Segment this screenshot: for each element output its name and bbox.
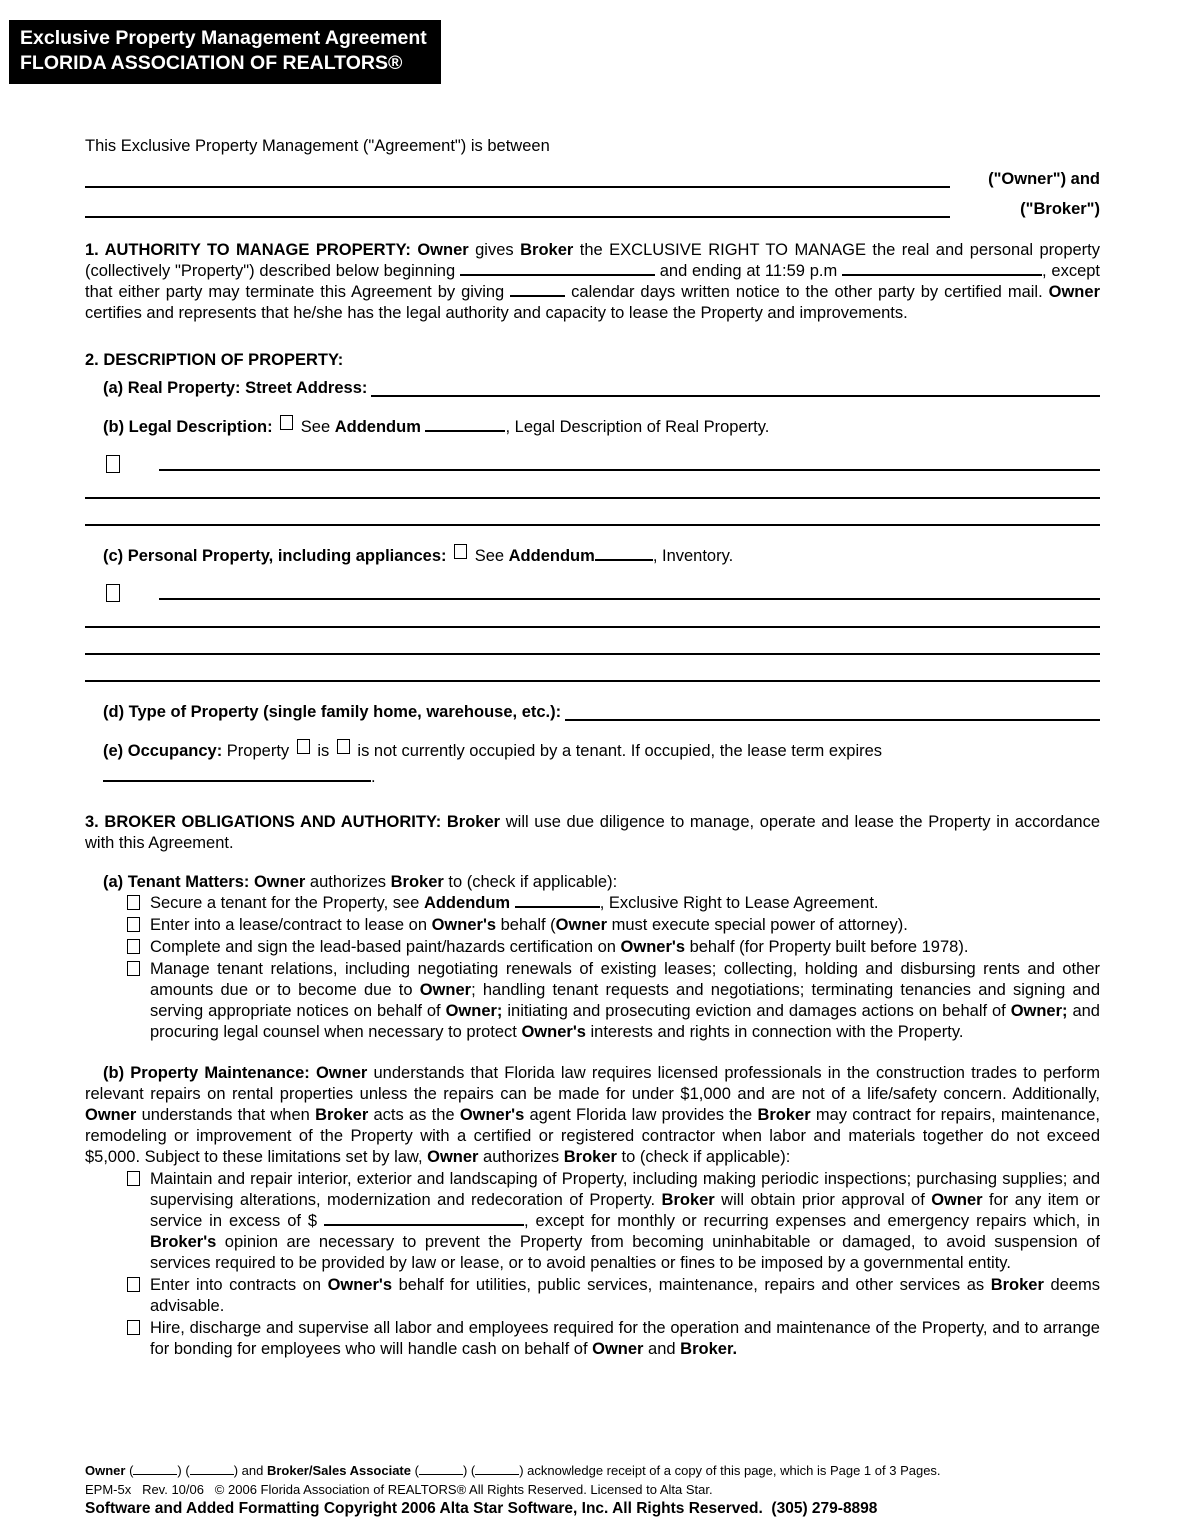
- text-run: and procuring legal counsel when necessary to protect: [150, 1001, 1100, 1041]
- text-run: Broker: [563, 1147, 617, 1166]
- personal-property-blank-row: [103, 579, 1100, 602]
- checkbox[interactable]: [127, 961, 140, 976]
- form-title-banner: [9, 20, 441, 84]
- real-property-address-line: [103, 376, 1100, 399]
- text-run: Owner;: [1010, 1001, 1068, 1020]
- text-run: Secure a tenant for the Property, see: [150, 893, 424, 912]
- checkbox[interactable]: [297, 739, 310, 754]
- text-run: Owner: [85, 1463, 126, 1478]
- text-run: ("Owner") and: [988, 169, 1100, 188]
- text-run: Owner;: [445, 1001, 503, 1020]
- personal-property-line: [103, 544, 1100, 567]
- occupancy-line: [103, 739, 1100, 762]
- checkbox[interactable]: [127, 895, 140, 910]
- blank-field[interactable]: [85, 214, 950, 218]
- text-run: behalf (: [496, 915, 556, 934]
- blank-field[interactable]: [103, 777, 371, 782]
- checkbox[interactable]: [127, 939, 140, 954]
- section-3-broker-obligations: [85, 812, 1100, 854]
- text-run: ) acknowledge receipt of a copy of this page, which is Page 1 of 3 Pages.: [519, 1463, 941, 1478]
- text-run: , Legal Description of Real Property.: [505, 417, 770, 436]
- legal-description-blank-row: [103, 450, 1100, 473]
- tenant-checkbox-manage-relations: [85, 959, 1100, 1043]
- blank-field[interactable]: [515, 903, 600, 908]
- text-run: ) (: [462, 1463, 476, 1478]
- text-run: , Exclusive Right to Lease Agreement.: [599, 893, 879, 912]
- text-run: ("Broker"): [1020, 199, 1100, 218]
- text-run: Owner: [315, 1063, 368, 1082]
- text-run: Addendum: [508, 546, 595, 565]
- blank-field[interactable]: [159, 467, 1100, 471]
- blank-field[interactable]: [565, 717, 1100, 721]
- text-run: Owner's: [521, 1022, 586, 1041]
- footer-form-id: [85, 1481, 1095, 1498]
- checkbox[interactable]: [280, 415, 293, 430]
- text-run: ; handling tenant requests and negotiations; terminating tenancies and signing and serving appropriate notices on behalf of: [150, 980, 1100, 1020]
- text-run: (a) Real Property: Street Address:: [103, 378, 368, 397]
- text-run: and ending at 11:59 p.m: [654, 261, 843, 280]
- text-run: See: [296, 417, 335, 436]
- text-run: (d) Type of Property (single family home, warehouse, etc.):: [103, 702, 562, 721]
- blank-field[interactable]: [419, 1472, 463, 1475]
- text-run: must execute special power of attorney).: [607, 915, 908, 934]
- text-run: behalf for utilities, public services, maintenance, repairs and other services as: [392, 1275, 991, 1294]
- property-maintenance-para: [85, 1063, 1100, 1168]
- text-run: Complete and sign the lead-based paint/hazards certification on: [150, 937, 621, 956]
- footer-acknowledgement: [85, 1462, 1095, 1479]
- checkbox[interactable]: [337, 739, 350, 754]
- text-run: (: [125, 1463, 134, 1478]
- text-run: Owner: [85, 1105, 137, 1124]
- text-run: , Inventory.: [652, 546, 734, 565]
- text-run: interests and rights in connection with the Property.: [585, 1022, 964, 1041]
- text-run: Broker: [520, 240, 574, 259]
- form-association-name: FLORIDA ASSOCIATION OF REALTORS®: [20, 52, 403, 75]
- text-run: will obtain prior approval of: [714, 1190, 932, 1209]
- text-run: (a) Tenant Matters:: [103, 872, 254, 891]
- text-run: to (check if applicable):: [443, 872, 618, 891]
- owner-name-line: [85, 167, 1100, 190]
- text-run: and: [643, 1339, 681, 1358]
- blank-field[interactable]: [842, 271, 1042, 276]
- text-run: is not currently occupied by a tenant. If occupied, the lease term expires: [352, 741, 883, 760]
- text-run: certifies and represents that he/she has the legal authority and capacity to lease the Property and improvements.: [85, 303, 908, 322]
- text-run: Broker: [315, 1105, 369, 1124]
- text-run: Owner: [555, 915, 608, 934]
- text-run: Broker/Sales Associate: [266, 1463, 411, 1478]
- broker-name-line: [85, 197, 1100, 220]
- tenant-checkbox-enter-lease: [85, 915, 1100, 936]
- text-run: acts as the: [368, 1105, 460, 1124]
- text-run: EPM-5x Rev. 10/06 © 2006 Florida Association of REALTORS® All Rights Reserved. Licensed to Alta Star.: [85, 1482, 713, 1497]
- text-run: Property: [226, 741, 294, 760]
- writing-line[interactable]: [85, 626, 1100, 628]
- section-2-heading: [85, 350, 1100, 371]
- maintenance-checkbox-hire: [85, 1318, 1100, 1360]
- text-run: Owner: [427, 1147, 479, 1166]
- section-1-authority: [85, 240, 1100, 324]
- checkbox[interactable]: [127, 1320, 140, 1335]
- legal-description-line: [103, 415, 1100, 438]
- writing-line[interactable]: [85, 497, 1100, 499]
- text-run: understands that when: [136, 1105, 316, 1124]
- checkbox[interactable]: [454, 544, 467, 559]
- text-run: deems advisable.: [150, 1275, 1100, 1315]
- text-run: Broker: [661, 1190, 715, 1209]
- text-run: Software and Added Formatting Copyright 2006 Alta Star Software, Inc. All Rights Reserved. (305) 279-8898: [85, 1500, 878, 1517]
- text-run: Owner's: [327, 1275, 393, 1294]
- text-run: Enter into contracts on: [150, 1275, 328, 1294]
- text-run: Owner: [931, 1190, 983, 1209]
- blank-field[interactable]: [159, 596, 1100, 600]
- tenant-matters-heading: [103, 872, 1100, 893]
- text-run: (: [411, 1463, 419, 1478]
- text-run: 1. AUTHORITY TO MANAGE PROPERTY:: [85, 240, 418, 259]
- text-run: may contract for repairs, maintenance, remodeling or improvement of the Property with a certified or registered contractor when labor and materials together do not exceed $5,000. Subject to these limitations set by law,: [85, 1105, 1100, 1166]
- footer-copyright: [85, 1499, 1095, 1519]
- text-run: 3. BROKER OBLIGATIONS AND AUTHORITY:: [85, 812, 447, 831]
- text-run: (e) Occupancy:: [103, 741, 227, 760]
- text-run: , except that either party may terminate this Agreement by giving: [85, 261, 1101, 301]
- text-run: ) and: [233, 1463, 267, 1478]
- text-run: Owner: [419, 980, 472, 999]
- text-run: Broker: [990, 1275, 1044, 1294]
- text-run: Owner: [1048, 282, 1100, 301]
- form-footer: [85, 1462, 1095, 1519]
- checkbox[interactable]: [106, 584, 120, 602]
- text-run: Broker: [390, 872, 444, 891]
- text-run: .: [371, 767, 376, 786]
- text-run: Maintain and repair interior, exterior and landscaping of Property, including making periodic inspections; purchasing supplies; and supervising alterations, modernization and redecoration of Property.: [150, 1169, 1100, 1209]
- occupancy-expires-blank: [103, 767, 1100, 788]
- blank-field[interactable]: [510, 292, 565, 297]
- blank-field[interactable]: [371, 393, 1100, 397]
- blank-field[interactable]: [425, 427, 505, 432]
- text-run: Owner's: [620, 937, 685, 956]
- text-run: authorizes: [478, 1147, 564, 1166]
- text-run: See: [470, 546, 509, 565]
- blank-field[interactable]: [133, 1472, 177, 1475]
- text-run: (b) Property Maintenance:: [103, 1063, 316, 1082]
- text-run: Owner's: [459, 1105, 525, 1124]
- text-run: gives: [468, 240, 521, 259]
- text-run: Manage tenant relations, including negotiating renewals of existing leases; collecting, holding and disbursing rents and other amounts due or to become due to: [150, 959, 1100, 999]
- checkbox[interactable]: [127, 1277, 140, 1292]
- text-run: (c) Personal Property, including appliances:: [103, 546, 452, 565]
- maintenance-checkbox-repair: [85, 1169, 1100, 1274]
- text-run: agent Florida law provides the: [524, 1105, 758, 1124]
- text-run: Broker: [446, 812, 501, 831]
- text-run: the EXCLUSIVE RIGHT TO MANAGE the real and personal property (collectively "Property") described below beginning: [85, 240, 1101, 280]
- text-run: 2. DESCRIPTION OF PROPERTY:: [85, 350, 344, 369]
- writing-line[interactable]: [85, 653, 1100, 655]
- text-run: Enter into a lease/contract to lease on: [150, 915, 432, 934]
- text-run: for any item or service in excess of $: [150, 1190, 1100, 1230]
- text-run: Owner's: [431, 915, 497, 934]
- form-title: Exclusive Property Management Agreement: [20, 27, 427, 49]
- blank-field[interactable]: [460, 271, 655, 276]
- text-run: Addendum: [423, 893, 511, 912]
- blank-field[interactable]: [324, 1221, 524, 1226]
- text-run: Owner: [417, 240, 469, 259]
- text-run: ) (: [177, 1463, 190, 1478]
- blank-field[interactable]: [85, 184, 950, 188]
- writing-line[interactable]: [85, 680, 1100, 682]
- text-run: Owner: [592, 1339, 644, 1358]
- form-body: [85, 136, 1100, 1360]
- maintenance-checkbox-contracts: [85, 1275, 1100, 1317]
- text-run: will use due diligence to manage, operate and lease the Property in accordance with this Agreement.: [85, 812, 1100, 852]
- type-of-property-line: [103, 700, 1100, 723]
- checkbox[interactable]: [106, 455, 120, 473]
- text-run: is: [312, 741, 334, 760]
- text-run: Broker: [757, 1105, 811, 1124]
- checkbox[interactable]: [127, 917, 140, 932]
- text-run: behalf (for Property built before 1978).: [685, 937, 969, 956]
- blank-field[interactable]: [190, 1472, 234, 1475]
- intro-lead: [85, 136, 1100, 157]
- checkbox[interactable]: [127, 1171, 140, 1186]
- blank-field[interactable]: [595, 556, 653, 561]
- text-run: understands that Florida law requires licensed professionals in the construction trades to perform relevant repairs on rental properties unless the repairs can be made for under $1,000 and are not of a life/safety concern. Additionally,: [85, 1063, 1100, 1103]
- text-run: , except for monthly or recurring expenses and emergency repairs which, in: [524, 1211, 1100, 1230]
- text-run: Owner: [253, 872, 306, 891]
- blank-field[interactable]: [475, 1472, 519, 1475]
- text-run: This Exclusive Property Management ("Agreement") is between: [85, 136, 550, 155]
- tenant-checkbox-lead-paint: [85, 937, 1100, 958]
- text-run: to (check if applicable):: [616, 1147, 791, 1166]
- text-run: calendar days written notice to the other party by certified mail.: [565, 282, 1049, 301]
- text-run: (b) Legal Description:: [103, 417, 278, 436]
- text-run: Broker.: [680, 1339, 738, 1358]
- text-run: initiating and prosecuting eviction and damages actions on behalf of: [502, 1001, 1011, 1020]
- text-run: authorizes: [305, 872, 391, 891]
- text-run: Addendum: [334, 417, 421, 436]
- text-run: Broker's: [150, 1232, 217, 1251]
- text-run: Hire, discharge and supervise all labor and employees required for the operation and maintenance of the Property, and to arrange for bonding for employees who will handle cash on behalf of: [150, 1318, 1100, 1358]
- writing-line[interactable]: [85, 524, 1100, 526]
- text-run: opinion are necessary to prevent the Property from becoming uninhabitable or damaged, to avoid suspension of services required to be provided by law or lease, or to avoid penalties or fines to be imposed by a governmental entity.: [150, 1232, 1100, 1272]
- tenant-checkbox-secure-tenant: [85, 893, 1100, 914]
